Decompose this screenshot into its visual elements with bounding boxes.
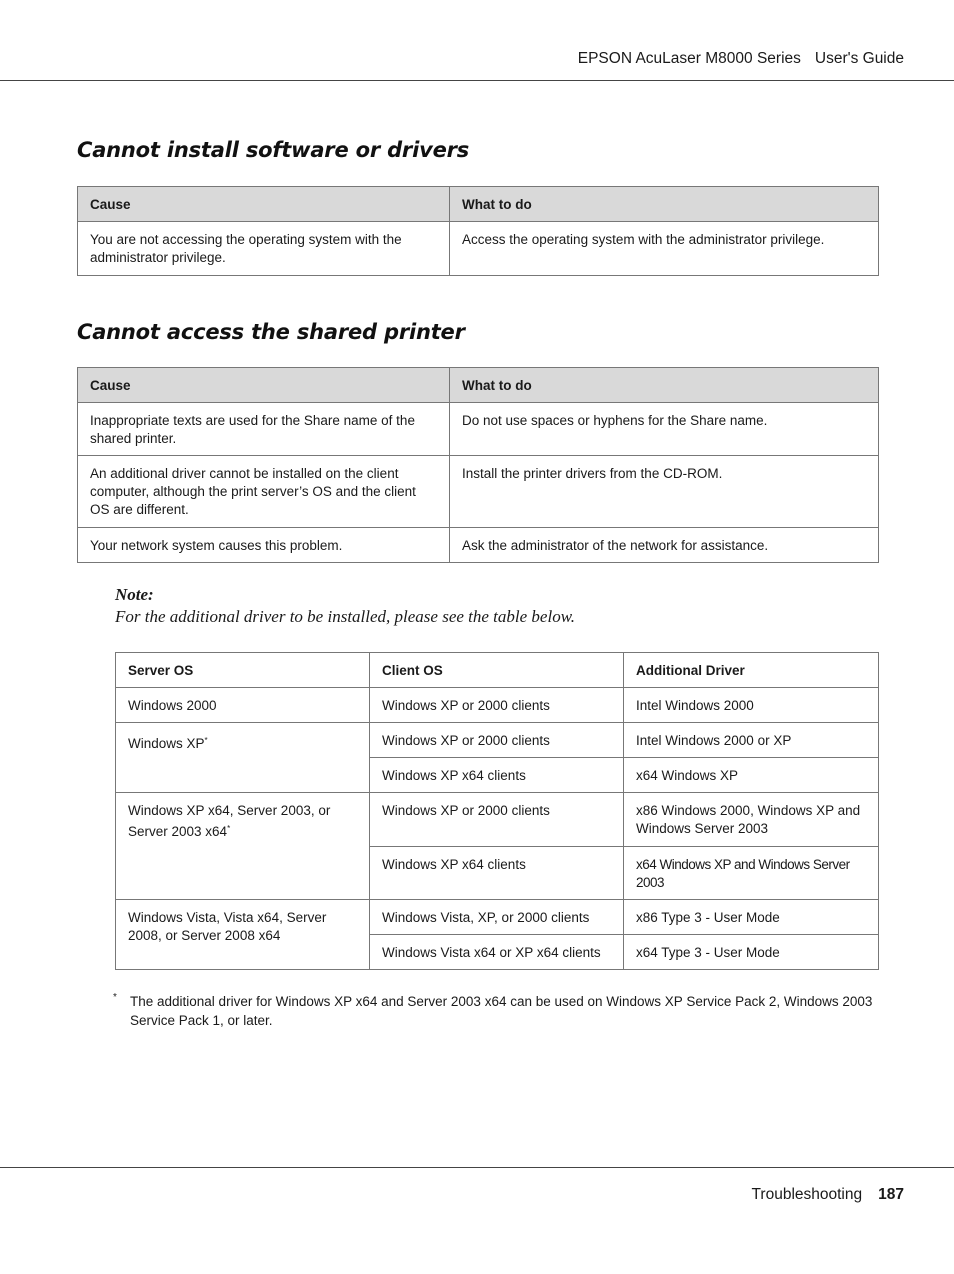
page-number: 187 [878, 1186, 904, 1203]
driver-cell: Intel Windows 2000 or XP [624, 723, 879, 758]
driver-cell: x64 Type 3 - User Mode [624, 935, 879, 970]
action-cell: Ask the administrator of the network for assistance. [450, 528, 879, 563]
cause-cell: Your network system causes this problem. [78, 528, 450, 563]
footnote-text: The additional driver for Windows XP x64 and Server 2003 x64 can be used on Windows XP Service Pack 2, Windows 2003 Service Pack 1, or later. [130, 994, 873, 1028]
page-footer [752, 1186, 904, 1204]
driver-cell: x86 Windows 2000, Windows XP and Windows Server 2003 [624, 793, 879, 847]
footnote-marker: * [204, 736, 208, 745]
table-row [116, 793, 879, 847]
column-header-additional-driver: Additional Driver [624, 653, 879, 688]
column-header-cause: Cause [78, 368, 450, 403]
column-header-client-os: Client OS [370, 653, 624, 688]
client-os-cell: Windows XP x64 clients [370, 758, 624, 793]
table-row [78, 403, 879, 456]
cause-cell: Inappropriate texts are used for the Share name of the shared printer. [78, 403, 450, 456]
page-header [578, 50, 904, 68]
client-os-cell: Windows XP or 2000 clients [370, 793, 624, 847]
driver-cell: x64 Windows XP and Windows Server 2003 [624, 847, 879, 900]
driver-cell: x86 Type 3 - User Mode [624, 900, 879, 935]
header-guide: User's Guide [814, 50, 904, 67]
table-row [116, 900, 879, 935]
column-header-what-to-do: What to do [450, 187, 879, 222]
footnote-marker: * [227, 824, 231, 833]
column-header-what-to-do: What to do [450, 368, 879, 403]
table-row [78, 456, 879, 528]
section-title-shared-printer: Cannot access the shared printer [77, 320, 465, 344]
client-os-cell: Windows Vista, XP, or 2000 clients [370, 900, 624, 935]
table-row [116, 688, 879, 723]
action-cell: Do not use spaces or hyphens for the Share name. [450, 403, 879, 456]
client-os-cell: Windows XP or 2000 clients [370, 723, 624, 758]
action-cell: Install the printer drivers from the CD-ROM. [450, 456, 879, 528]
client-os-cell: Windows XP or 2000 clients [370, 688, 624, 723]
driver-table [115, 652, 879, 970]
server-os-cell: Windows XP* [116, 723, 370, 793]
table-row [78, 528, 879, 563]
client-os-cell: Windows XP x64 clients [370, 847, 624, 900]
shared-printer-table [77, 367, 879, 563]
driver-cell: x64 Windows XP [624, 758, 879, 793]
server-os-cell: Windows XP x64, Server 2003, or Server 2003 x64* [116, 793, 370, 900]
footnote-mark: * [113, 992, 117, 1003]
server-os-cell: Windows 2000 [116, 688, 370, 723]
footer-rule [0, 1167, 954, 1168]
section-title-install: Cannot install software or drivers [77, 138, 470, 162]
header-product: EPSON AcuLaser M8000 Series [577, 50, 801, 67]
action-cell: Access the operating system with the administrator privilege. [450, 222, 879, 276]
header-rule [0, 80, 954, 81]
cause-cell: You are not accessing the operating system with the administrator privilege. [78, 222, 450, 276]
footer-section: Troubleshooting [751, 1186, 863, 1203]
note-label: Note: [115, 585, 154, 604]
table-row [78, 222, 879, 276]
column-header-server-os: Server OS [116, 653, 370, 688]
driver-cell: Intel Windows 2000 [624, 688, 879, 723]
footnote [113, 992, 873, 1030]
client-os-cell: Windows Vista x64 or XP x64 clients [370, 935, 624, 970]
server-os-cell: Windows Vista, Vista x64, Server 2008, or Server 2008 x64 [116, 900, 370, 970]
table-row [116, 723, 879, 758]
install-table [77, 186, 879, 276]
column-header-cause: Cause [78, 187, 450, 222]
cause-cell: An additional driver cannot be installed on the client computer, although the print server’s OS and the client OS are different. [78, 456, 450, 528]
note-text: For the additional driver to be installed, please see the table below. [115, 607, 576, 626]
